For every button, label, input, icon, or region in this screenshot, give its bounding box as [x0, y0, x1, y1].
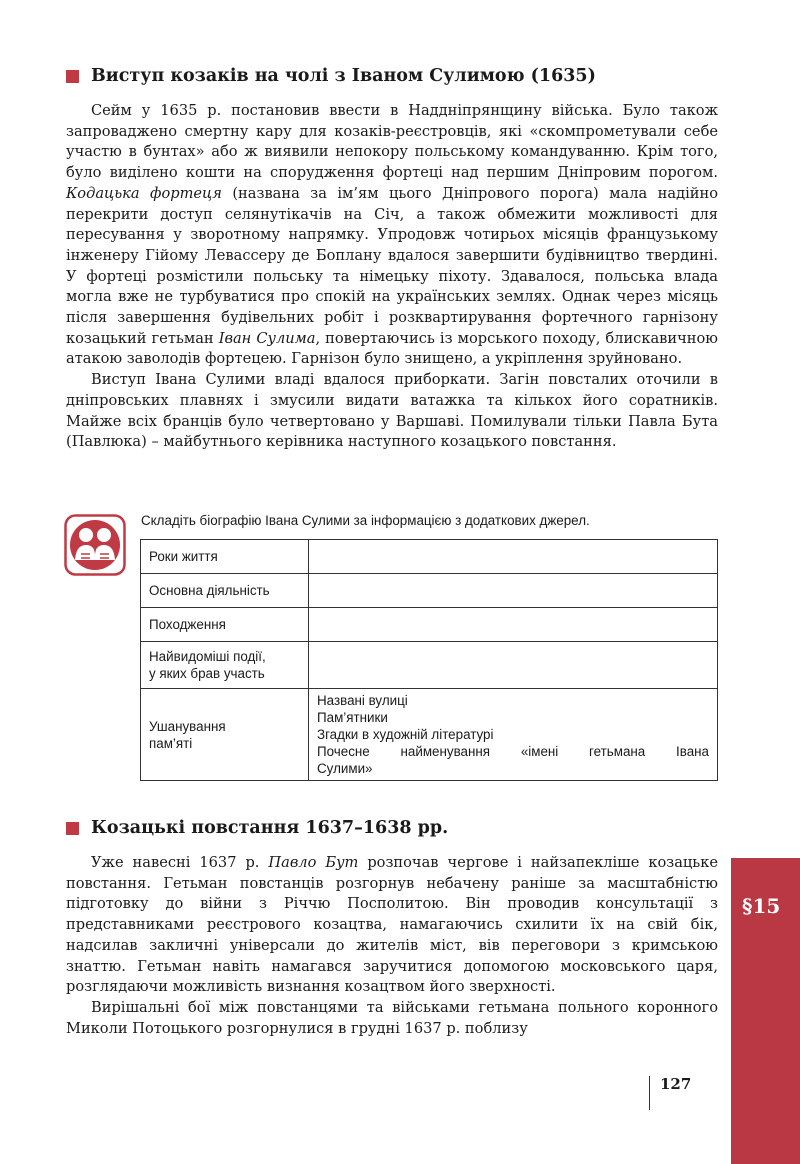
list-item: Названі вулиці [317, 693, 408, 708]
heading-square-marker [66, 70, 79, 83]
task-instruction: Складіть біографію Івана Сулими за інформацією з додаткових джерел. [141, 513, 590, 528]
table-row [141, 608, 718, 642]
row-label: Роки життя [141, 540, 309, 574]
section-body [66, 101, 718, 453]
table-row [141, 689, 718, 781]
heading-square-marker [66, 822, 79, 835]
name-ivan-sulyma: Іван Сулима [218, 329, 316, 347]
row-label: Походження [141, 608, 309, 642]
paragraph: Виступ Івана Сулими владі вдалося приборкати. Загін повсталих оточили в дніпровських плавнях і змусили видати ватажка та кількох його соратників. Майже всіх бранців було четвертовано у Варшаві. Помилували тільки Павла Бута (Павлюка) – майбутнього керівника наступного козацького повстання. [66, 371, 718, 451]
section-body [66, 853, 718, 1039]
answer-cell[interactable] [309, 574, 718, 608]
table-row [141, 540, 718, 574]
list-item: Почесне найменування «імені гетьмана Івана [317, 744, 709, 759]
table-row [141, 642, 718, 689]
list-item: Згадки в художній літературі [317, 727, 494, 742]
group-work-icon [64, 514, 126, 576]
table-row [141, 574, 718, 608]
memory-items [309, 689, 718, 781]
answer-cell[interactable] [309, 642, 718, 689]
section-title: Виступ козаків на чолі з Іваном Сулимою (1635) [91, 66, 596, 86]
page-number: 127 [660, 1075, 692, 1093]
section-heading-uprisings [66, 818, 448, 838]
biography-table [140, 539, 718, 781]
page-number-divider [649, 1076, 650, 1110]
section-heading-sulyma [66, 66, 596, 86]
list-item: Сулими» [317, 761, 373, 776]
paragraph: Уже навесні 1637 р. Павло Бут розпочав чергове і найзапекліше козацьке повстання. Гетьман повстанців розгорнув небачену раніше за масштабністю підготовку до війни з Річчю Посполитою. Він проводив консультації з представниками реєстрового козацтва, намагаючись схилити їх на свій бік, надсилав закличні універсали до жителів міст, вів переговори з кримською знаттю. Гетьман навіть намагався заручитися допомогою московського царя, розглядаючи можливість визнання козацтвом його зверхності. [66, 854, 718, 996]
row-label: Найвидоміші події, у яких брав участь [141, 642, 309, 689]
row-label: Основна діяльність [141, 574, 309, 608]
paragraph-number-label: §15 [742, 894, 781, 918]
list-item: Пам’ятники [317, 710, 388, 725]
paragraph: Сейм у 1635 р. постановив ввести в Наддніпрянщину війська. Було також запроваджено смертну кару для козаків-реєстровців, які «скомпрометували себе участю в бунтах» або ж виявили непокору польському командуванню. Крім того, було виділено кошти на спорудження фортеці над першим Дніпровим порогом. Кодацька фортеця (названа за ім’ям цього Дніпрового порога) мала надійно перекрити доступ селянутікачів на Січ, а також обмежити можливості для пересування у зворотному напрямку. Упродовж чотирьох місяців французькому інженеру Гійому Левассеру де Боплану вдалося завершити будівництво твердині. У фортеці розмістили польську та німецьку піхоту. Здавалося, польська влада могла вже не турбуватися про спокій на українських землях. Однак через місяць після завершення будівельних робіт і розквартирування фортечного гарнізону козацький гетьман Іван Сулима, повертаючись із морського походу, блискавичною атакою заволодів фортецею. Гарнізон було знищено, а укріплення зруйновано. [66, 102, 718, 368]
answer-cell[interactable] [309, 540, 718, 574]
paragraph: Вирішальні бої між повстанцями та військами гетьмана польного коронного Миколи Потоцького розгорнулися в грудні 1637 р. поблизу [66, 998, 718, 1037]
term-kodak-fortress: Кодацька фортеця [66, 184, 222, 202]
name-pavlo-but: Павло Бут [268, 854, 359, 871]
section-title: Козацькі повстання 1637–1638 рр. [91, 818, 449, 838]
answer-cell[interactable] [309, 608, 718, 642]
row-label: Ушанування пам’яті [141, 689, 309, 781]
